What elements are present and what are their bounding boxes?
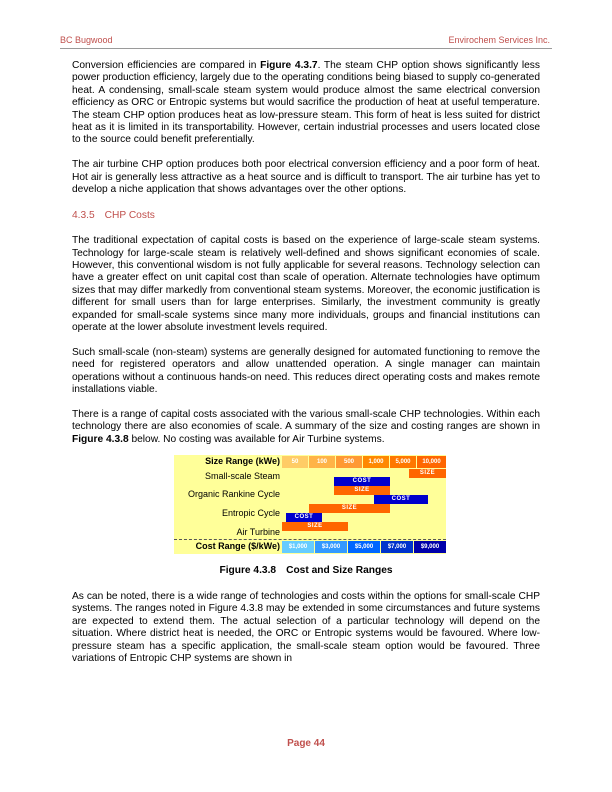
size-tick: 10,000	[417, 456, 446, 468]
steam-cost-bar: COST	[334, 477, 390, 486]
size-tick: 500	[336, 456, 362, 468]
size-scale-label: Size Range (kWe)	[205, 455, 280, 466]
section-heading: 4.3.5 CHP Costs	[72, 210, 155, 222]
row-label: Small-scale Steam	[204, 470, 280, 481]
orc-cost-bar: COST	[374, 495, 428, 504]
row-label: Entropic Cycle	[221, 507, 280, 518]
header-right: Envirochem Services Inc.	[448, 35, 550, 45]
row-label: Organic Rankine Cycle	[187, 488, 280, 499]
figure-caption: Figure 4.3.8 Cost and Size Ranges	[219, 564, 393, 576]
entropic-cost-bar: COST	[286, 513, 322, 522]
header-rule	[60, 48, 552, 49]
cost-tick: $5,000	[348, 541, 380, 553]
paragraph-figure-intro: There is a range of capital costs associated with the various small-scale CHP technologies. Within each technology there are also economies of scale. A summary of the size and costing ranges are shown in Figure 4.3.8 below. No costing was available for Air Turbine systems.	[72, 408, 540, 445]
row-small-scale-steam	[174, 469, 446, 487]
cost-size-figure	[174, 455, 446, 561]
cost-tick: $7,000	[381, 541, 413, 553]
size-scale-row	[174, 455, 446, 469]
row-entropic	[174, 504, 446, 523]
entropic-size-bar: SIZE	[309, 504, 390, 513]
row-label: Air Turbine	[236, 526, 280, 537]
cost-tick: $9,000	[414, 541, 446, 553]
page-number: Page 44	[287, 738, 325, 749]
paragraph-conclusion: As can be noted, there is a wide range of technologies and costs within the options for small-scale CHP systems. The ranges noted in Figure 4.3.8 may be extended in some circumstances and future systems are expected to extend them. The actual selection of a particular technology will depend on the situation. Where district heat is needed, the ORC or Entropic systems would be favoured. Where low-pressure steam has a specific application, the small-scale steam option would be favoured. Three variations of Entropic CHP systems are shown in	[72, 590, 540, 664]
cost-tick: $3,000	[315, 541, 347, 553]
steam-size-bar: SIZE	[409, 469, 446, 478]
paragraph-small-scale: Such small-scale (non-steam) systems are generally designed for automated functioning to remove the need for registered operators and allow unattended operation. A single manager can maintain operations without a continuous hands-on need. This reduces direct operating costs and makes remote installations viable.	[72, 346, 540, 396]
page-content	[72, 60, 540, 678]
cost-tick: $1,000	[282, 541, 314, 553]
size-tick: 100	[309, 456, 335, 468]
row-air-turbine	[174, 522, 446, 540]
cost-scale-label: Cost Range ($/kWe)	[195, 540, 280, 551]
orc-size-bar: SIZE	[334, 486, 390, 495]
figure-ref: Figure 4.3.7	[260, 60, 318, 71]
row-organic-rankine	[174, 486, 446, 505]
size-tick: 5,000	[390, 456, 416, 468]
size-tick: 50	[282, 456, 308, 468]
header-left: BC Bugwood	[60, 35, 113, 45]
paragraph-air-turbine: The air turbine CHP option produces both poor electrical conversion efficiency and a poor form of heat. Hot air is generally less attractive as a heat source and is difficult to transport. The air turbine has yet to develop a niche application that shows advantages over the other options.	[72, 159, 540, 196]
air-turbine-size-bar: SIZE	[282, 522, 348, 531]
paragraph-capital-costs: The traditional expectation of capital costs is based on the experience of large-scale steam systems. Technology for large-scale steam is relatively well-defined and shows significant economies of scale. However, this conventional wisdom is not fully applicable for several reasons. Technology selection can have a greater effect on unit capital cost than scale of operation. Alternate technologies have optimum sizes that may differ markedly from conventional steam systems. Moreover, the economic justification is different for small users than for large enterprises. Similarly, the investment community is greatly expanded for small-scale systems since many more individuals, groups and financial institutions can operate at the lower absolute investment levels required.	[72, 235, 540, 334]
figure-ref: Figure 4.3.8	[72, 433, 129, 445]
size-tick: 1,000	[363, 456, 389, 468]
cost-scale-row	[174, 540, 446, 554]
paragraph-conversion: Conversion efficiencies are compared in Figure 4.3.7. The steam CHP option shows significantly less power production efficiency, largely due to the operating conditions being biased to supply co-generated heat. A condensing, small-scale steam system would produce almost the same electrical conversion efficiency as ORC or Entropic systems but would sacrifice the production of heat at useful temperature. The steam CHP option produces heat as low-pressure steam. This form of heat is less suited for district heat as it is limited in its transportability. However, certain industrial processes and users located close to the source could benefit preferentially.	[72, 60, 540, 146]
